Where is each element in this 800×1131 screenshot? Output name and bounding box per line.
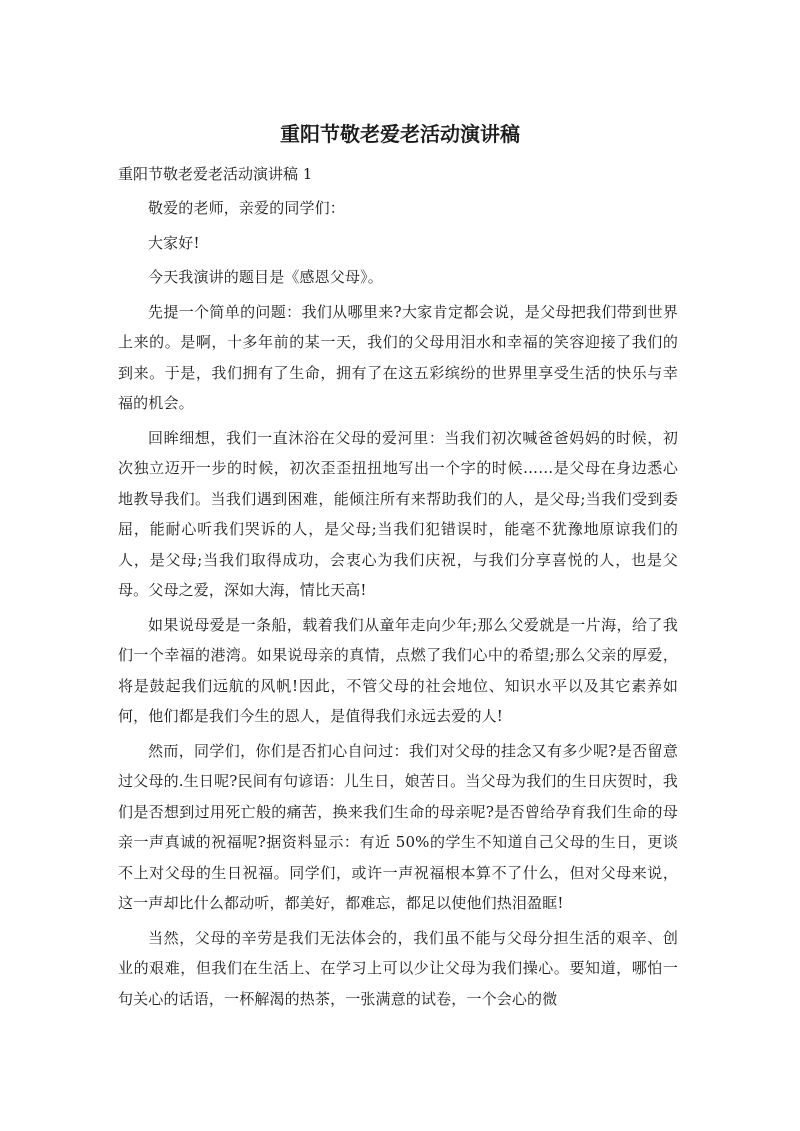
paragraph: 先提一个简单的问题：我们从哪里来?大家肯定都会说，是父母把我们带到世界上来的。是啊，十多年前的某一天，我们的父母用泪水和幸福的笑容迎接了我们的到来。于是，我们拥有了生命，拥有了在这五彩缤纷的世界里享受生活的快乐与幸福的机会。	[118, 302, 678, 412]
paragraph: 然而，同学们，你们是否扪心自问过：我们对父母的挂念又有多少呢?是否留意过父母的.生日呢?民间有句谚语：儿生日，娘苦日。当父母为我们的生日庆贺时，我们是否想到过用死亡般的痛苦，换来我们生命的母亲呢?是否曾给孕育我们生命的母亲一声真诚的祝福呢?据资料显示：有近 50%的学生不知道自己父母的生日，更谈不上对父母的生日祝福。同学们，或许一声祝福根本算不了什么，但对父母来说，这一声却比什么都动听，都美好，都难忘，都足以使他们热泪盈眶!	[118, 741, 678, 912]
paragraph-greeting: 敬爱的老师，亲爱的同学们：	[148, 199, 345, 217]
paragraph-topic: 今天我演讲的题目是《感恩父母》。	[148, 268, 383, 286]
page-title: 重阳节敬老爱老活动演讲稿	[280, 122, 520, 146]
paragraph: 当然，父母的辛劳是我们无法体会的，我们虽不能与父母分担生活的艰辛、创业的艰难，但我们在生活上、在学习上可以少让父母为我们操心。要知道，哪怕一句关心的话语，一杯解渴的热茶，一张满意的试卷，一个会心的微	[118, 928, 678, 1008]
paragraph: 回眸细想，我们一直沐浴在父母的爱河里：当我们初次喊爸爸妈妈的时候，初次独立迈开一步的时候，初次歪歪扭扭地写出一个字的时候……是父母在身边悉心地教导我们。当我们遇到困难，能倾注所有来帮助我们的人，是父母;当我们受到委屈，能耐心听我们哭诉的人，是父母;当我们犯错误时，能毫不犹豫地原谅我们的人，是父母;当我们取得成功，会衷心为我们庆祝，与我们分享喜悦的人，也是父母。父母之爱，深如大海，情比天高!	[118, 428, 678, 599]
document-body	[118, 193, 678, 1018]
document-subtitle: 重阳节敬老爱老活动演讲稿 1	[118, 165, 313, 183]
paragraph-hello: 大家好!	[148, 233, 200, 252]
paragraph: 如果说母爱是一条船，载着我们从童年走向少年;那么父爱就是一片海，给了我们一个幸福的港湾。如果说母亲的真情，点燃了我们心中的希望;那么父亲的厚爱，将是鼓起我们远航的风帆!因此，不管父母的社会地位、知识水平以及其它素养如何，他们都是我们今生的恩人，是值得我们永远去爱的人!	[118, 615, 678, 725]
